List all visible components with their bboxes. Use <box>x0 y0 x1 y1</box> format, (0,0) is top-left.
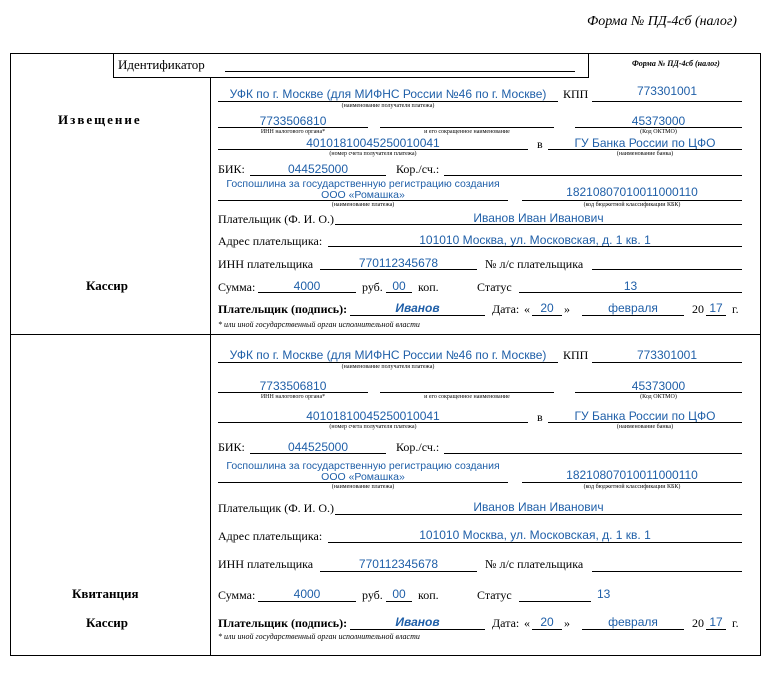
recipient-value[interactable]: УФК по г. Москве (для МИФНС России №46 по г. Москве) <box>229 87 547 101</box>
corr-account-underline[interactable] <box>444 175 742 176</box>
date-year-underline <box>706 315 726 316</box>
year-prefix: 20 <box>692 302 704 316</box>
kpp-value[interactable]: 773301001 <box>636 348 698 362</box>
kpp-label: КПП <box>563 87 589 101</box>
date-month-underline <box>582 315 684 316</box>
sum-kop-value[interactable]: 00 <box>392 279 406 293</box>
kpp-underline <box>592 362 742 363</box>
personal-account-label: № л/с плательщика <box>485 557 584 571</box>
kbk-caption: (код бюджетной классификации КБК) <box>583 202 681 208</box>
year-suffix: г. <box>732 302 739 316</box>
signature-underline <box>350 629 485 630</box>
bank-caption: (наименование банка) <box>616 424 674 430</box>
payer-underline <box>335 224 742 225</box>
oktmo-caption: (Код ОКТМО) <box>640 129 677 135</box>
date-year-value[interactable]: 17 <box>709 301 723 315</box>
date-month-value[interactable]: февраля <box>608 301 658 315</box>
personal-account-underline[interactable] <box>592 571 742 572</box>
recipient-underline <box>218 101 558 102</box>
payer-value[interactable]: Иванов Иван Иванович <box>473 211 604 225</box>
signature-label: Плательщик (подпись): <box>218 616 348 630</box>
payment-underline <box>218 482 508 483</box>
payment-line1[interactable]: Госпошлина за государственную регистрацию создания <box>226 460 500 472</box>
inn-caption: ИНН налогового органа* <box>260 129 326 135</box>
date-day-value[interactable]: 20 <box>540 615 554 629</box>
bank-value[interactable]: ГУ Банка России по ЦФО <box>574 136 716 150</box>
oktmo-underline <box>575 392 742 393</box>
form-title: Форма № ПД-4сб (налог) <box>587 14 737 29</box>
in-bank-label: в <box>537 137 543 151</box>
corr-account-label: Кор./сч.: <box>396 162 440 176</box>
signature-value[interactable]: Иванов <box>395 615 440 629</box>
notice-label: Извещение <box>58 112 142 127</box>
short-name-caption: и его сокращенное наименование <box>424 129 510 135</box>
notice-receipt-separator <box>10 334 761 335</box>
bik-underline <box>250 453 386 454</box>
payer-inn-underline <box>320 571 477 572</box>
kbk-value[interactable]: 18210807010011000110 <box>566 185 698 199</box>
short-name-caption: и его сокращенное наименование <box>424 394 510 400</box>
signature-label: Плательщик (подпись): <box>218 302 348 316</box>
payment-line1[interactable]: Госпошлина за государственную регистрацию создания <box>226 178 500 190</box>
sum-rub-underline <box>258 292 356 293</box>
bank-underline <box>548 149 742 150</box>
date-quote-open: « <box>524 616 530 630</box>
account-value[interactable]: 40101810045250010041 <box>306 136 440 150</box>
receipt-label: Квитанция <box>72 586 139 601</box>
kbk-underline <box>522 200 742 201</box>
payer-label: Плательщик (Ф. И. О.) <box>218 212 334 226</box>
oktmo-value[interactable]: 45373000 <box>631 114 686 128</box>
sum-rub-value[interactable]: 4000 <box>293 279 321 293</box>
payer-address-value[interactable]: 101010 Москва, ул. Московская, д. 1 кв. 1 <box>419 528 651 542</box>
bik-label: БИК: <box>218 162 245 176</box>
payer-underline <box>335 514 742 515</box>
date-year-underline <box>706 629 726 630</box>
status-value[interactable]: 13 <box>623 279 638 293</box>
bank-value[interactable]: ГУ Банка России по ЦФО <box>574 409 716 423</box>
date-day-underline <box>532 315 562 316</box>
bik-value[interactable]: 044525000 <box>287 440 349 454</box>
recipient-underline <box>218 362 558 363</box>
payer-inn-value[interactable]: 770112345678 <box>358 256 439 270</box>
date-day-underline <box>532 629 562 630</box>
date-quote-open: « <box>524 302 530 316</box>
bank-caption: (наименование банка) <box>616 151 674 157</box>
form-title-small: Форма № ПД-4сб (налог) <box>632 59 720 68</box>
signature-underline <box>350 315 485 316</box>
rub-label: руб. <box>362 588 383 602</box>
cashier-label-bottom: Кассир <box>86 615 129 630</box>
bik-value[interactable]: 044525000 <box>287 162 349 176</box>
kop-label: коп. <box>418 280 439 294</box>
payer-value[interactable]: Иванов Иван Иванович <box>473 500 604 514</box>
kpp-underline <box>592 101 742 102</box>
payer-inn-underline <box>320 269 477 270</box>
date-year-value[interactable]: 17 <box>709 615 723 629</box>
payer-address-underline <box>328 542 742 543</box>
rub-label: руб. <box>362 280 383 294</box>
kbk-caption: (код бюджетной классификации КБК) <box>583 484 681 490</box>
date-day-value[interactable]: 20 <box>540 301 554 315</box>
date-quote-close: » <box>564 616 570 630</box>
sum-kop-value[interactable]: 00 <box>392 587 406 601</box>
kpp-label: КПП <box>563 348 589 362</box>
sum-kop-underline <box>386 292 412 293</box>
payer-inn-label: ИНН плательщика <box>218 557 314 571</box>
oktmo-underline <box>575 127 742 128</box>
recipient-caption: (наименование получателя платежа) <box>341 103 435 109</box>
payer-address-underline <box>328 246 742 247</box>
short-name-underline[interactable] <box>380 127 554 128</box>
payment-underline <box>218 200 508 201</box>
inn-value[interactable]: 7733506810 <box>259 114 327 128</box>
footnote: * или иной государственный орган исполнительной власти <box>218 320 420 329</box>
inn-caption: ИНН налогового органа* <box>260 394 326 400</box>
kop-label: коп. <box>418 588 439 602</box>
personal-account-label: № л/с плательщика <box>485 257 584 271</box>
recipient-value[interactable]: УФК по г. Москве (для МИФНС России №46 по г. Москве) <box>229 348 547 362</box>
kbk-underline <box>522 482 742 483</box>
status-value[interactable]: 13 <box>597 587 611 601</box>
sum-label: Сумма: <box>218 280 256 294</box>
status-label: Статус <box>477 588 512 602</box>
corr-account-underline[interactable] <box>444 453 742 454</box>
corr-account-label: Кор./сч.: <box>396 440 440 454</box>
year-prefix: 20 <box>692 616 704 630</box>
in-bank-label: в <box>537 410 543 424</box>
identifier-label: Идентификатор <box>118 57 205 72</box>
oktmo-value[interactable]: 45373000 <box>631 379 686 393</box>
date-month-value[interactable]: февраля <box>608 615 658 629</box>
payer-address-value[interactable]: 101010 Москва, ул. Московская, д. 1 кв. 1 <box>419 233 651 247</box>
date-month-underline <box>582 629 684 630</box>
sum-kop-underline <box>386 601 412 602</box>
section-divider-top <box>210 78 211 334</box>
kbk-value[interactable]: 18210807010011000110 <box>566 468 698 482</box>
payment-line2[interactable]: ООО «Ромашка» <box>321 471 405 483</box>
inn-underline <box>218 127 368 128</box>
payment-line2[interactable]: ООО «Ромашка» <box>321 189 405 201</box>
status-underline <box>519 292 742 293</box>
inn-underline <box>218 392 368 393</box>
kpp-value[interactable]: 773301001 <box>636 84 698 98</box>
sum-rub-value[interactable]: 4000 <box>293 587 321 601</box>
account-caption: (номер счета получателя платежа) <box>329 151 417 157</box>
oktmo-caption: (Код ОКТМО) <box>640 394 677 400</box>
payment-caption: (наименование платежа) <box>331 484 395 490</box>
bank-underline <box>548 422 742 423</box>
date-label: Дата: <box>492 616 520 630</box>
account-underline <box>218 422 528 423</box>
payer-inn-value[interactable]: 770112345678 <box>358 557 439 571</box>
payer-address-label: Адрес плательщика: <box>218 234 323 248</box>
short-name-underline[interactable] <box>380 392 554 393</box>
account-caption: (номер счета получателя платежа) <box>329 424 417 430</box>
sum-label: Сумма: <box>218 588 256 602</box>
bik-underline <box>250 175 386 176</box>
inn-value[interactable]: 7733506810 <box>259 379 327 393</box>
payer-inn-label: ИНН плательщика <box>218 257 314 271</box>
account-underline <box>218 149 528 150</box>
signature-value[interactable]: Иванов <box>395 301 440 315</box>
payer-address-label: Адрес плательщика: <box>218 529 323 543</box>
cashier-label-top: Кассир <box>86 278 129 293</box>
date-label: Дата: <box>492 302 520 316</box>
recipient-caption: (наименование получателя платежа) <box>341 364 435 370</box>
year-suffix: г. <box>732 616 739 630</box>
account-value[interactable]: 40101810045250010041 <box>306 409 440 423</box>
status-underline <box>519 601 591 602</box>
payment-caption: (наименование платежа) <box>331 202 395 208</box>
sum-rub-underline <box>258 601 356 602</box>
bik-label: БИК: <box>218 440 245 454</box>
date-quote-close: » <box>564 302 570 316</box>
identifier-field[interactable] <box>225 71 575 72</box>
section-divider-bottom <box>210 334 211 656</box>
footnote: * или иной государственный орган исполнительной власти <box>218 632 420 641</box>
payer-label: Плательщик (Ф. И. О.) <box>218 501 334 515</box>
status-label: Статус <box>477 280 512 294</box>
personal-account-underline[interactable] <box>592 269 742 270</box>
